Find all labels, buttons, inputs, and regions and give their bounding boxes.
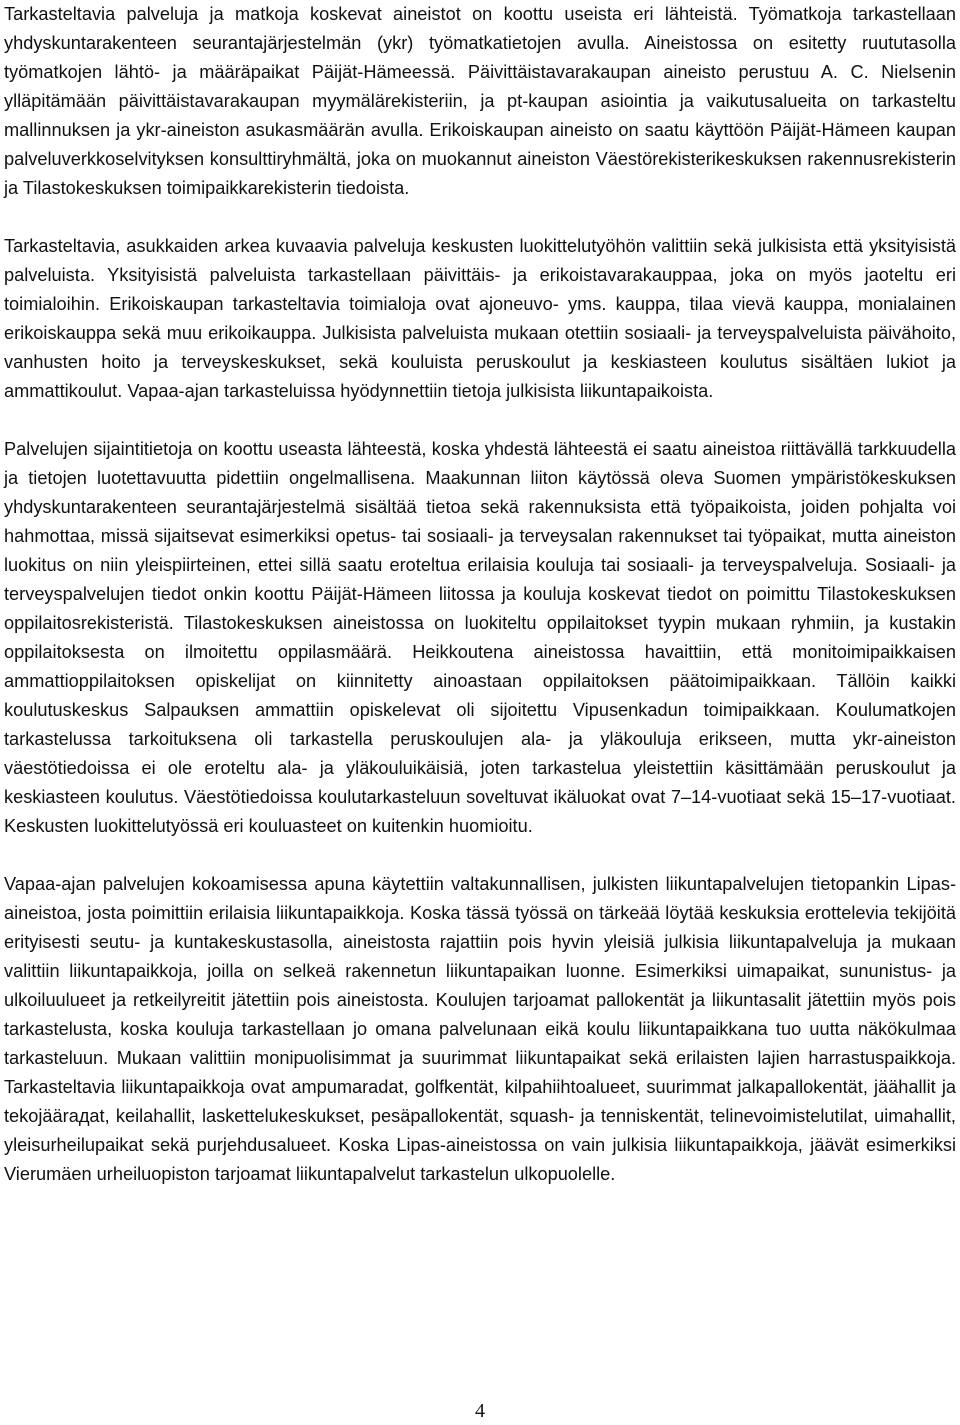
paragraph-data-sources: Tarkasteltavia palveluja ja matkoja koskevat aineistot on koottu useista eri lähteistä. Työmatkoja tarkastellaan yhdyskuntarakenteen seurantajärjestelmän (ykr) työmatkatietojen avulla. Aineistossa on esitetty ruututasolla työmatkojen lähtö- ja määräpaikat Päijät-Hämeessä. Päivittäistavarakaupan aineisto perustuu A. C. Nielsenin ylläpitämään päivittäistavarakaupan myymälärekisteriin, ja pt-kaupan asiointia ja vaikutusalueita on tarkasteltu mallinnuksen ja ykr-aineiston asukasmäärän avulla. Erikoiskaupan aineisto on saatu käyttöön Päijät-Hämeen kaupan palveluverkkoselvityksen konsulttiryhmältä, joka on muokannut aineiston Väestörekisterikeskuksen rakennusrekisterin ja Tilastokeskuksen toimipaikkarekisterin tiedoista. — [4, 4, 956, 198]
paragraph-location-data: Palvelujen sijaintitietoja on koottu useasta lähteestä, koska yhdestä lähteestä ei saatu aineistoa riittävällä tarkkuudella ja tietojen luotettavuutta pidettiin ongelmallisena. Maakunnan liiton käytössä oleva Suomen ympäristökeskuksen yhdyskuntarakenteen seurantajärjestelmä sisältää tietoa sekä rakennuksista että työpaikoista, joiden pohjalta voi hahmottaa, missä sijaitsevat esimerkiksi opetus- tai sosiaali- ja terveysalan rakennukset tai työpaikat, mutta aineiston luokitus on niin yleispiirteinen, ettei sillä saatu eroteltua erilaisia kouluja tai sosiaali- ja terveyspalveluja. Sosiaali- ja terveyspalvelujen tiedot onkin koottu Päijät-Hämeen liitossa ja kouluja koskevat tiedot on poimittu Tilastokeskuksen oppilaitosrekisteristä. Tilastokeskuksen aineistossa on luokiteltu oppilaitokset tyypin mukaan ryhmiin, ja kustakin oppilaitoksesta on ilmoitettu oppilasmäärä. Heikkoutena aineistossa havaittiin, että monitoimipaikkaisen ammattioppilaitoksen opiskelijat on kiinnitetty ainoastaan oppilaitoksen päätoimipaikkaan. Tällöin kaikki koulutuskeskus Salpauksen ammattiin opiskelevat oli sijoitettu Vipusenkadun toimipaikkaan. Koulumatkojen tarkastelussa tarkoituksena oli tarkastella peruskoulujen ala- ja yläkouluja erikseen, mutta ykr-aineiston väestötiedoissa ei ole eroteltu ala- ja yläkouluikäisiä, joten tarkastelua yleistettiin käsittämään peruskoulut ja keskiasteen koulutus. Väestötiedoissa koulutarkasteluun soveltuvat ikäluokat ovat 7–14-vuotiaat sekä 15–17-vuotiaat. Keskusten luokittelutyössä eri kouluasteet on kuitenkin huomioitu. — [4, 439, 956, 836]
document-body — [4, 0, 956, 1189]
page-number: 4 — [475, 1400, 485, 1422]
paragraph-leisure-services: Vapaa-ajan palvelujen kokoamisessa apuna käytettiin valtakunnallisen, julkisten liikuntapalvelujen tietopankin Lipas-aineistoa, josta poimittiin erilaisia liikuntapaikkoja. Koska tässä työssä on tärkeää löytää keskuksia erottelevia tekijöitä erityisesti seutu- ja kuntakeskustasolla, aineistosta rajattiin pois hyvin yleisiä julkisia liikuntapalveluja ja mukaan valittiin liikuntapaikkoja, joilla on selkeä rakennetun liikuntapaikan luonne. Esimerkiksi uimapaikat, sununistus- ja ulkoiluulueet ja retkeilyreitit jätettiin pois aineistosta. Koulujen tarjoamat pallokentät ja liikuntasalit jätettiin myös pois tarkastelusta, koska kouluja tarkastellaan jo omana palvelunaan eikä koulu liikuntapaikkana tuo uutta näkökulmaa tarkasteluun. Mukaan valittiin monipuolisimmat ja suurimmat liikuntapaikat sekä erilaisten lajien harrastuspaikkoja. Tarkasteltavia liikuntapaikkoja ovat ampumaradat, golfkentät, kilpahiihtoalueet, suurimmat jalkapallokentät, jäähallit ja tekojäärадat, keilahallit, laskettelukeskukset, pesäpallokentät, squash- ja tenniskentät, telinevoimistelutilat, uimahallit, yleisurheilupaikat sekä purjehdusalueet. Koska Lipas-aineistossa on vain julkisia liikuntapaikkoja, jäävät esimerkiksi Vierumäen urheiluopiston tarjoamat liikuntapalvelut tarkastelun ulkopuolelle. — [4, 874, 956, 1184]
paragraph-services-selection: Tarkasteltavia, asukkaiden arkea kuvaavia palveluja keskusten luokittelutyöhön valittiin sekä julkisista että yksityisistä palveluista. Yksityisistä palveluista tarkastellaan päivittäis- ja erikoistavarakauppaa, joka on myös jaoteltu eri toimialoihin. Erikoiskaupan tarkasteltavia toimialoja ovat ajoneuvo- yms. kauppa, tilaa vievä kauppa, monialainen erikoiskauppa sekä muu erikoikauppa. Julkisista palveluista mukaan otettiin sosiaali- ja terveyspalveluista päivähoito, vanhusten hoito ja terveyskeskukset, sekä kouluista peruskoulut ja keskiasteen koulutus sisältäen lukiot ja ammattikoulut. Vapaa-ajan tarkasteluissa hyödynnettiin tietoja julkisista liikuntapaikoista. — [4, 236, 956, 401]
